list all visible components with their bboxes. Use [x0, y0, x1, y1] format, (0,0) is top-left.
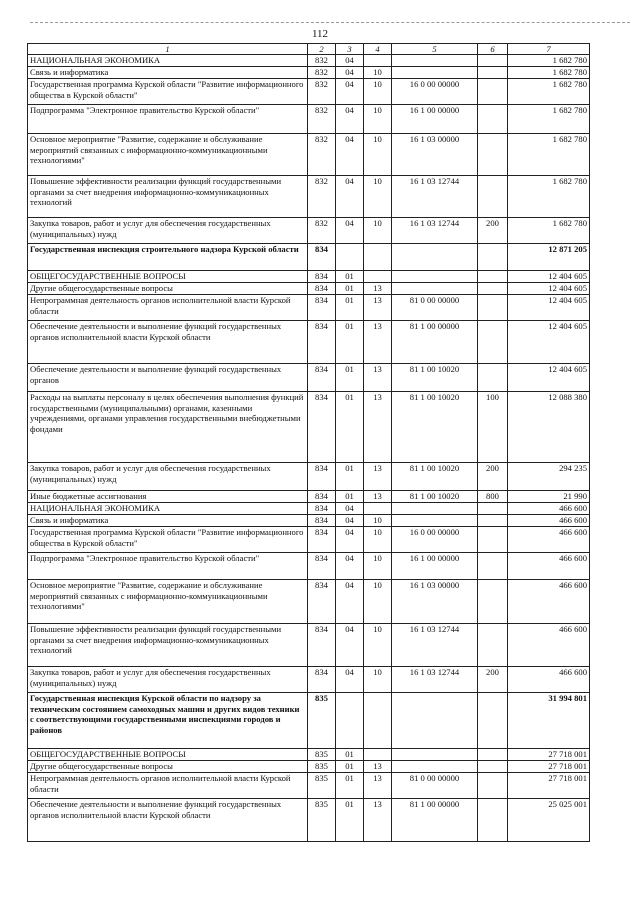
cell-vr: 200 — [478, 218, 508, 244]
cell-grbs: 834 — [308, 527, 336, 553]
cell-pr: 13 — [364, 392, 392, 463]
table-row — [28, 283, 590, 295]
table-row — [28, 749, 590, 761]
cell-csr: 81 1 00 10020 — [392, 392, 478, 463]
row-name: Подпрограмма "Электронное правительство Курской области" — [28, 105, 308, 134]
page-number: 112 — [311, 28, 329, 40]
cell-grbs: 834 — [308, 503, 336, 515]
header-cell: 5 — [392, 44, 478, 55]
cell-pr: 10 — [364, 134, 392, 176]
cell-grbs: 835 — [308, 693, 336, 749]
cell-vr — [478, 271, 508, 283]
cell-sum: 27 718 001 — [508, 749, 590, 761]
cell-pr: 13 — [364, 761, 392, 773]
cell-grbs: 832 — [308, 105, 336, 134]
cell-csr — [392, 244, 478, 271]
cell-rz: 04 — [336, 580, 364, 624]
cell-rz: 01 — [336, 295, 364, 321]
cell-csr — [392, 55, 478, 67]
cell-csr: 16 1 03 12744 — [392, 624, 478, 667]
cell-grbs: 832 — [308, 79, 336, 105]
cell-grbs: 835 — [308, 749, 336, 761]
cell-pr: 13 — [364, 364, 392, 392]
row-name: НАЦИОНАЛЬНАЯ ЭКОНОМИКА — [28, 55, 308, 67]
row-name: ОБЩЕГОСУДАРСТВЕННЫЕ ВОПРОСЫ — [28, 271, 308, 283]
row-name: Повышение эффективности реализации функций государственными органами за счет внедрения информационно-коммуникационных технологий — [28, 176, 308, 218]
cell-sum: 1 682 780 — [508, 105, 590, 134]
cell-csr: 81 1 00 00000 — [392, 321, 478, 364]
cell-csr: 16 1 03 12744 — [392, 218, 478, 244]
cell-pr: 10 — [364, 176, 392, 218]
table-row — [28, 271, 590, 283]
cell-sum: 31 994 801 — [508, 693, 590, 749]
header-row — [28, 44, 590, 55]
row-name: Закупка товаров, работ и услуг для обеспечения государственных (муниципальных) нужд — [28, 463, 308, 491]
row-name: Государственная программа Курской области "Развитие информационного общества в Курской области" — [28, 79, 308, 105]
cell-vr — [478, 527, 508, 553]
table-row — [28, 67, 590, 79]
cell-csr: 16 0 00 00000 — [392, 527, 478, 553]
row-name: Основное мероприятие "Развитие, содержание и обслуживание мероприятий связанных с информационно-коммуникационными технологиями" — [28, 580, 308, 624]
cell-sum: 1 682 780 — [508, 218, 590, 244]
cell-csr: 81 1 00 00000 — [392, 799, 478, 842]
table-row — [28, 134, 590, 176]
cell-csr — [392, 515, 478, 527]
cell-sum: 12 404 605 — [508, 321, 590, 364]
cell-csr — [392, 67, 478, 79]
cell-vr — [478, 553, 508, 580]
cell-grbs: 835 — [308, 799, 336, 842]
cell-rz: 01 — [336, 321, 364, 364]
row-name: ОБЩЕГОСУДАРСТВЕННЫЕ ВОПРОСЫ — [28, 749, 308, 761]
cell-rz — [336, 693, 364, 749]
cell-vr — [478, 580, 508, 624]
row-name: Связь и информатика — [28, 515, 308, 527]
cell-vr — [478, 105, 508, 134]
row-name: Обеспечение деятельности и выполнение функций государственных органов исполнительной власти Курской области — [28, 799, 308, 842]
cell-grbs: 832 — [308, 55, 336, 67]
cell-rz: 01 — [336, 761, 364, 773]
table-row — [28, 624, 590, 667]
cell-grbs: 832 — [308, 67, 336, 79]
cell-grbs: 834 — [308, 364, 336, 392]
cell-sum: 12 088 380 — [508, 392, 590, 463]
cell-rz: 01 — [336, 463, 364, 491]
table-row — [28, 773, 590, 799]
cell-rz: 04 — [336, 667, 364, 693]
cell-vr — [478, 134, 508, 176]
cell-csr: 16 1 03 00000 — [392, 134, 478, 176]
cell-csr — [392, 693, 478, 749]
cell-sum: 1 682 780 — [508, 134, 590, 176]
cell-rz: 04 — [336, 624, 364, 667]
cell-pr — [364, 503, 392, 515]
cell-grbs: 832 — [308, 218, 336, 244]
cell-rz: 04 — [336, 527, 364, 553]
table-row — [28, 463, 590, 491]
cell-grbs: 834 — [308, 580, 336, 624]
row-name: Повышение эффективности реализации функций государственными органами за счет внедрения информационно-коммуникационных технологий — [28, 624, 308, 667]
cell-sum: 466 600 — [508, 515, 590, 527]
header-cell: 2 — [308, 44, 336, 55]
table-row — [28, 503, 590, 515]
cell-pr: 10 — [364, 527, 392, 553]
cell-rz: 01 — [336, 271, 364, 283]
cell-sum: 466 600 — [508, 580, 590, 624]
cell-sum: 12 404 605 — [508, 364, 590, 392]
cell-grbs: 834 — [308, 321, 336, 364]
table-row — [28, 392, 590, 463]
cell-csr: 81 1 00 10020 — [392, 491, 478, 503]
cell-sum: 12 404 605 — [508, 283, 590, 295]
cell-pr: 10 — [364, 580, 392, 624]
table-row — [28, 321, 590, 364]
cell-grbs: 834 — [308, 624, 336, 667]
cell-pr: 10 — [364, 218, 392, 244]
row-name: Иные бюджетные ассигнования — [28, 491, 308, 503]
cell-rz — [336, 244, 364, 271]
cell-vr — [478, 295, 508, 321]
cell-pr: 10 — [364, 553, 392, 580]
cell-sum: 466 600 — [508, 527, 590, 553]
cell-rz: 04 — [336, 515, 364, 527]
row-name: Другие общегосударственные вопросы — [28, 761, 308, 773]
cell-pr: 10 — [364, 624, 392, 667]
cell-vr — [478, 773, 508, 799]
cell-vr: 200 — [478, 667, 508, 693]
cell-grbs: 835 — [308, 761, 336, 773]
cell-grbs: 834 — [308, 515, 336, 527]
cell-pr: 13 — [364, 773, 392, 799]
table-row — [28, 55, 590, 67]
cell-grbs: 834 — [308, 283, 336, 295]
cell-vr — [478, 503, 508, 515]
cell-sum: 25 025 001 — [508, 799, 590, 842]
cell-rz: 01 — [336, 799, 364, 842]
cell-rz: 04 — [336, 67, 364, 79]
table-row — [28, 799, 590, 842]
cell-vr — [478, 283, 508, 295]
cell-grbs: 834 — [308, 553, 336, 580]
row-name: Непрограммная деятельность органов исполнительной власти Курской области — [28, 773, 308, 799]
table-row — [28, 553, 590, 580]
cell-rz: 04 — [336, 105, 364, 134]
cell-rz: 04 — [336, 79, 364, 105]
cell-sum: 466 600 — [508, 667, 590, 693]
cell-grbs: 834 — [308, 271, 336, 283]
cell-pr: 13 — [364, 463, 392, 491]
cell-vr — [478, 364, 508, 392]
cell-csr: 81 0 00 00000 — [392, 295, 478, 321]
cell-pr: 13 — [364, 321, 392, 364]
cell-rz: 04 — [336, 218, 364, 244]
cell-vr — [478, 515, 508, 527]
cell-grbs: 834 — [308, 463, 336, 491]
cell-pr: 13 — [364, 491, 392, 503]
cell-sum: 12 404 605 — [508, 295, 590, 321]
cell-sum: 466 600 — [508, 553, 590, 580]
row-name: НАЦИОНАЛЬНАЯ ЭКОНОМИКА — [28, 503, 308, 515]
header-cell: 4 — [364, 44, 392, 55]
cell-rz: 04 — [336, 553, 364, 580]
cell-sum: 294 235 — [508, 463, 590, 491]
cell-sum: 27 718 001 — [508, 761, 590, 773]
table-row — [28, 580, 590, 624]
cell-csr: 16 1 03 12744 — [392, 176, 478, 218]
table-row — [28, 105, 590, 134]
cell-pr — [364, 749, 392, 761]
cell-csr: 16 1 03 12744 — [392, 667, 478, 693]
header-cell: 6 — [478, 44, 508, 55]
cell-csr: 81 1 00 10020 — [392, 463, 478, 491]
row-name: Государственная инспекция строительного надзора Курской области — [28, 244, 308, 271]
row-name: Связь и информатика — [28, 67, 308, 79]
cell-rz: 04 — [336, 176, 364, 218]
cell-rz: 04 — [336, 503, 364, 515]
cell-csr: 16 1 00 00000 — [392, 105, 478, 134]
table-row — [28, 364, 590, 392]
cell-grbs: 832 — [308, 134, 336, 176]
cell-grbs: 834 — [308, 667, 336, 693]
cell-vr: 100 — [478, 392, 508, 463]
cell-vr — [478, 176, 508, 218]
row-name: Основное мероприятие "Развитие, содержание и обслуживание мероприятий связанных с информационно-коммуникационными технологиями" — [28, 134, 308, 176]
cell-sum: 466 600 — [508, 503, 590, 515]
table-row — [28, 761, 590, 773]
cell-sum: 12 404 605 — [508, 271, 590, 283]
cell-grbs: 834 — [308, 295, 336, 321]
cell-csr: 16 1 00 00000 — [392, 553, 478, 580]
table-row — [28, 244, 590, 271]
table-row — [28, 515, 590, 527]
cell-vr — [478, 693, 508, 749]
cell-csr — [392, 761, 478, 773]
row-name: Закупка товаров, работ и услуг для обеспечения государственных (муниципальных) нужд — [28, 218, 308, 244]
table-row — [28, 491, 590, 503]
cell-sum: 27 718 001 — [508, 773, 590, 799]
cell-sum: 1 682 780 — [508, 67, 590, 79]
cell-vr — [478, 761, 508, 773]
table-row — [28, 667, 590, 693]
cell-pr — [364, 693, 392, 749]
cell-sum: 1 682 780 — [508, 55, 590, 67]
row-name: Государственная программа Курской области "Развитие информационного общества в Курской области" — [28, 527, 308, 553]
cell-csr — [392, 749, 478, 761]
cell-pr — [364, 55, 392, 67]
cell-vr — [478, 321, 508, 364]
cell-vr — [478, 67, 508, 79]
table-row — [28, 218, 590, 244]
cell-vr — [478, 244, 508, 271]
row-name: Подпрограмма "Электронное правительство Курской области" — [28, 553, 308, 580]
cell-csr — [392, 271, 478, 283]
table-row — [28, 79, 590, 105]
cell-pr: 10 — [364, 667, 392, 693]
cell-pr: 10 — [364, 515, 392, 527]
header-cell: 3 — [336, 44, 364, 55]
cell-csr — [392, 283, 478, 295]
cell-grbs: 834 — [308, 392, 336, 463]
cell-pr: 13 — [364, 283, 392, 295]
cell-pr — [364, 271, 392, 283]
cell-grbs: 832 — [308, 176, 336, 218]
table-row — [28, 295, 590, 321]
cell-pr: 10 — [364, 67, 392, 79]
header-cell: 1 — [28, 44, 308, 55]
row-name: Закупка товаров, работ и услуг для обеспечения государственных (муниципальных) нужд — [28, 667, 308, 693]
cell-csr: 16 0 00 00000 — [392, 79, 478, 105]
cell-csr: 81 1 00 10020 — [392, 364, 478, 392]
cell-rz: 01 — [336, 283, 364, 295]
cell-grbs: 835 — [308, 773, 336, 799]
budget-table — [27, 43, 590, 842]
cell-pr: 10 — [364, 105, 392, 134]
cell-rz: 01 — [336, 491, 364, 503]
cell-vr — [478, 749, 508, 761]
cell-sum: 1 682 780 — [508, 176, 590, 218]
cell-sum: 12 871 205 — [508, 244, 590, 271]
cell-pr: 13 — [364, 295, 392, 321]
cell-pr — [364, 244, 392, 271]
header-cell: 7 — [508, 44, 590, 55]
cell-vr — [478, 55, 508, 67]
cell-pr: 13 — [364, 799, 392, 842]
cell-csr: 16 1 03 00000 — [392, 580, 478, 624]
cell-rz: 01 — [336, 392, 364, 463]
row-name: Обеспечение деятельности и выполнение функций государственных органов — [28, 364, 308, 392]
cell-grbs: 834 — [308, 491, 336, 503]
cell-rz: 01 — [336, 773, 364, 799]
cell-sum: 21 990 — [508, 491, 590, 503]
cell-vr — [478, 79, 508, 105]
cell-rz: 04 — [336, 55, 364, 67]
cell-vr — [478, 799, 508, 842]
cell-rz: 04 — [336, 134, 364, 176]
cell-rz: 01 — [336, 749, 364, 761]
cell-pr: 10 — [364, 79, 392, 105]
table-row — [28, 176, 590, 218]
row-name: Расходы на выплаты персоналу в целях обеспечения выполнения функций государственными (муниципальными) органами, казенными учреждениями, органами управления государственными внебюджетными фондами — [28, 392, 308, 463]
row-name: Государственная инспекция Курской области по надзору за техническим состоянием самоходных машин и других видов техники с соответствующими государственными инспекциями городов и районов — [28, 693, 308, 749]
row-name: Другие общегосударственные вопросы — [28, 283, 308, 295]
cell-rz: 01 — [336, 364, 364, 392]
cell-grbs: 834 — [308, 244, 336, 271]
row-name: Непрограммная деятельность органов исполнительной власти Курской области — [28, 295, 308, 321]
cell-sum: 1 682 780 — [508, 79, 590, 105]
top-scan-line — [30, 22, 630, 23]
cell-vr — [478, 624, 508, 667]
cell-csr: 81 0 00 00000 — [392, 773, 478, 799]
row-name: Обеспечение деятельности и выполнение функций государственных органов исполнительной власти Курской области — [28, 321, 308, 364]
cell-vr: 200 — [478, 463, 508, 491]
cell-vr: 800 — [478, 491, 508, 503]
cell-sum: 466 600 — [508, 624, 590, 667]
cell-csr — [392, 503, 478, 515]
table-row — [28, 693, 590, 749]
table-row — [28, 527, 590, 553]
